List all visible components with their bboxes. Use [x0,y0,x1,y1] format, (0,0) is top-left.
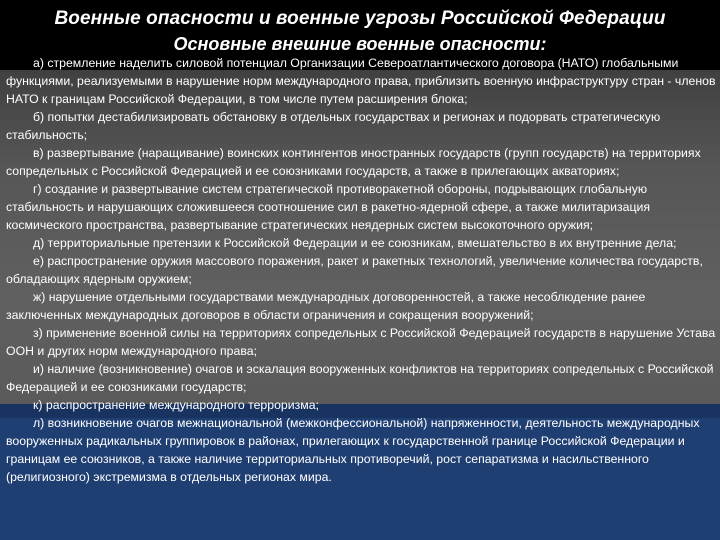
list-item-l: л) возникновение очагов межнациональной (межконфессиональной) напряженности, деятельность международных вооруженных радикальных группировок в районах, прилегающих к государственной границе Российской Федерации и границам ее союзников, а также наличие территориальных противоречий, рост сепаратизма и насильственного (религиозного) экстремизма в отдельных регионах мира. [6,416,700,484]
slide-title: Военные опасности и военные угрозы Российской Федерации [54,8,666,29]
list-item-d: д) территориальные претензии к Российской Федерации и ее союзникам, вмешательство в их внутренние дела; [33,236,677,250]
list-item-a: а) стремление наделить силовой потенциал Организации Североатлантического договора (НАТО) глобальными функциями, реализуемыми в нарушение норм международного права, приблизить военную инфраструктуру стран - членов НАТО к границам Российской Федерации, в том числе путем расширения блока; [6,56,716,106]
list-item-e: е) распространение оружия массового поражения, ракет и ракетных технологий, увеличение количества государств, обладающих ядерным оружием; [6,254,703,286]
list-item-zh: ж) нарушение отдельными государствами международных договоренностей, а также несоблюдение ранее заключенных международных договоров в области ограничения и сокращения вооружений; [6,290,646,322]
slide-subtitle: Основные внешние военные опасности: [173,34,547,54]
list-item-b: б) попытки дестабилизировать обстановку в отдельных государствах и регионах и подорвать стратегическую стабильность; [6,110,661,142]
list-item-i: и) наличие (возникновение) очагов и эскалация вооруженных конфликтов на территориях сопредельных с Российской Федерацией и ее союзниками государств; [6,362,714,394]
dangers-list [6,54,720,486]
list-item-z: з) применение военной силы на территориях сопредельных с Российской Федерацией государств в нарушение Устава ООН и других норм международного права; [6,326,716,358]
list-item-g: г) создание и развертывание систем стратегической противоракетной обороны, подрывающих глобальную стабильность и нарушающих сложившееся соотношение сил в ракетно-ядерной сфере, а также милитаризация космического пространства, развертывание стратегических неядерных систем высокоточного оружия; [6,182,651,232]
list-item-v: в) развертывание (наращивание) воинских контингентов иностранных государств (групп государств) на территориях сопредельных с Российской Федерацией и ее союзниками государств, а также в прилегающих акваториях; [6,146,701,178]
list-item-k: к) распространение международного терроризма; [33,398,319,412]
